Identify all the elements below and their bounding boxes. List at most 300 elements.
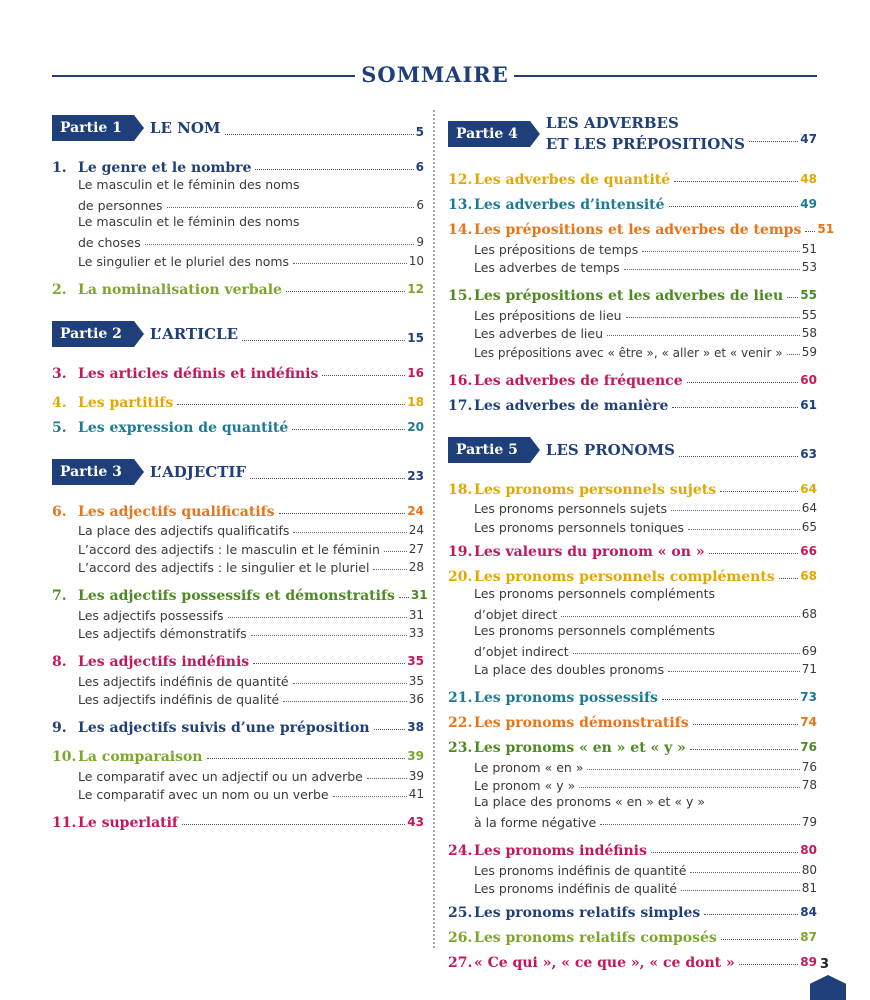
subentry[interactable]: [474, 341, 817, 360]
column-divider: [433, 110, 435, 948]
dot-leader: [182, 824, 405, 825]
chapter-title: Les pronoms indéfinis: [474, 843, 647, 859]
page-number: 81: [801, 881, 817, 895]
chapter-title: Les pronoms possessifs: [474, 690, 658, 706]
page-number: 76: [801, 759, 817, 774]
chapter-entry[interactable]: [448, 897, 817, 921]
dot-leader: [228, 617, 407, 618]
page-number: 63: [800, 446, 817, 461]
page-number: 69: [801, 643, 817, 658]
subentry[interactable]: [78, 670, 424, 689]
page-number: 80: [801, 862, 817, 877]
part-badge: Partie 4: [448, 121, 530, 147]
chapter-number: 9.: [52, 720, 67, 736]
page-number: 73: [800, 690, 817, 704]
chapter-number: 22.: [448, 715, 473, 731]
chapter-entry[interactable]: [52, 496, 424, 520]
chapter-title: Les adverbes de quantité: [474, 172, 671, 188]
chapter-entry[interactable]: [448, 536, 817, 560]
chapter-entry[interactable]: [448, 365, 817, 389]
chapter-number: 17.: [448, 397, 473, 414]
part-header[interactable]: [448, 112, 817, 156]
toc-right-column: [448, 112, 835, 971]
page-number: 9: [416, 235, 424, 249]
dot-leader: [255, 169, 413, 170]
subentry[interactable]: [474, 238, 817, 257]
dot-leader: [600, 824, 800, 825]
chapter-number: 21.: [448, 690, 473, 706]
page-number: 47: [800, 132, 817, 146]
spacer: [52, 707, 424, 711]
page-number: 33: [408, 626, 424, 640]
subentry-label: Les prépositions avec « être », « aller » et « venir »: [474, 345, 783, 360]
dot-leader: [669, 206, 799, 207]
chapter-number: 13.: [448, 197, 473, 213]
dot-leader: [690, 872, 799, 873]
page-number: 84: [800, 905, 817, 919]
part-badge: Partie 5: [448, 437, 530, 463]
dot-leader: [225, 134, 414, 135]
dot-leader: [292, 429, 405, 430]
chapter-title: Les pronoms personnels sujets: [474, 481, 717, 498]
subentry[interactable]: [78, 538, 424, 557]
chapter-title: Les adjectifs possessifs et démonstratifs: [78, 588, 395, 604]
dot-leader: [279, 513, 406, 514]
page-number: 64: [801, 501, 817, 515]
spacer: [448, 414, 817, 434]
page-number: 5: [415, 125, 424, 139]
page-number: 24: [407, 503, 424, 518]
page-number: 59: [801, 344, 817, 359]
page-number: 58: [801, 326, 817, 340]
chapter-entry[interactable]: [448, 189, 817, 213]
page-number: 39: [407, 749, 424, 763]
chapter-entry[interactable]: [52, 274, 424, 298]
dot-leader: [739, 964, 799, 965]
chapter-title: Les pronoms relatifs simples: [474, 905, 701, 921]
subentry-label: Les prépositions de lieu: [474, 307, 622, 323]
page-number: 74: [800, 715, 817, 729]
dot-leader: [167, 207, 415, 208]
part-title: LE NOM: [149, 119, 221, 137]
subentry[interactable]: [474, 603, 817, 622]
chapter-entry[interactable]: [448, 474, 817, 498]
spacer: [52, 382, 424, 386]
subentry[interactable]: [474, 498, 817, 517]
chapter-number: 20.: [448, 568, 473, 585]
dot-leader: [283, 701, 406, 702]
page-number: 27: [408, 541, 424, 556]
title-rule-right: [514, 75, 817, 77]
subentry-list: [52, 670, 424, 707]
page-number: 6: [416, 198, 424, 212]
dot-leader: [672, 407, 798, 408]
chapter-number: 11.: [52, 815, 77, 831]
subentry[interactable]: [78, 623, 424, 642]
chapter-number: 10.: [52, 749, 77, 765]
dot-leader: [749, 141, 798, 142]
dot-leader: [709, 553, 799, 554]
dot-leader: [293, 683, 407, 684]
page-number: 6: [415, 160, 424, 174]
part-title: L’ADJECTIF: [149, 462, 247, 481]
chapter-entry[interactable]: [52, 412, 424, 436]
dot-leader: [587, 769, 799, 770]
subentry-label: Le comparatif avec un adjectif ou un adverbe: [78, 768, 363, 784]
spacer: [52, 641, 424, 645]
subentry[interactable]: [78, 784, 424, 803]
chapter-title: Les prépositions et les adverbes de lieu: [474, 288, 784, 304]
chapter-number: 7.: [52, 588, 67, 604]
chapter-title: Les adjectifs suivis d’une préposition: [78, 720, 370, 736]
dot-leader: [674, 181, 798, 182]
page-number: 68: [800, 568, 817, 583]
chapter-title: Les partitifs: [78, 394, 174, 411]
chapter-entry[interactable]: [448, 922, 817, 946]
subentry[interactable]: [474, 775, 817, 794]
spacer: [448, 830, 817, 834]
dot-leader: [681, 890, 800, 891]
subentry-label: à la forme négative: [474, 815, 597, 830]
dot-leader: [607, 335, 800, 336]
page-number: 71: [801, 662, 817, 676]
subentry-label: La place des doubles pronoms: [474, 662, 665, 677]
page-number: 78: [801, 778, 817, 792]
subentry-label: Les adjectifs indéfinis de qualité: [78, 692, 280, 707]
dot-leader: [787, 354, 800, 355]
chapter-title: Les adjectifs indéfinis: [78, 654, 250, 670]
dot-leader: [373, 569, 406, 570]
page-number: 36: [408, 692, 424, 706]
dot-leader: [690, 749, 798, 750]
subentry-label: d’objet indirect: [474, 643, 569, 659]
page-number: 18: [407, 394, 424, 409]
dot-leader: [293, 263, 407, 264]
dot-leader: [242, 340, 405, 341]
dot-leader: [668, 671, 800, 672]
subentry[interactable]: [78, 195, 424, 214]
subentry-label: Le masculin et le féminin des noms: [78, 214, 300, 229]
subentry-label: Les adjectifs démonstratifs: [78, 626, 247, 641]
dot-leader: [293, 532, 406, 533]
subentry-label: L’accord des adjectifs : le singulier et le pluriel: [78, 560, 370, 575]
part-header[interactable]: [448, 434, 817, 466]
chapter-number: 3.: [52, 365, 67, 382]
chapter-title: Les adverbes de manière: [474, 397, 669, 414]
chapter-title: La nominalisation verbale: [78, 281, 282, 298]
spacer: [52, 575, 424, 579]
chapter-number: 15.: [448, 288, 473, 304]
subentry-label: Le masculin et le féminin des noms: [78, 177, 300, 192]
page-number: 16: [407, 365, 424, 380]
dot-leader: [805, 231, 815, 232]
part-header[interactable]: [52, 456, 424, 488]
subentry-list: [448, 304, 817, 360]
chapter-title: Les pronoms démonstratifs: [474, 715, 689, 731]
dot-leader: [573, 653, 800, 654]
chapter-title: Les prépositions et les adverbes de temps: [474, 222, 802, 238]
part-title: LES ADVERBES ET LES PRÉPOSITIONS: [545, 114, 745, 153]
subentry-label: de personnes: [78, 198, 163, 213]
dot-leader: [679, 456, 798, 457]
chapter-entry[interactable]: [448, 682, 817, 706]
dot-leader: [662, 699, 798, 700]
subentry-label: La place des adjectifs qualificatifs: [78, 523, 290, 538]
page-number: 68: [801, 606, 817, 621]
subentry-label: Les adjectifs indéfinis de quantité: [78, 673, 289, 689]
subentry-label: Les pronoms personnels compléments: [474, 585, 716, 601]
page-number: 15: [407, 330, 424, 345]
subentry-label: Les prépositions de temps: [474, 241, 639, 257]
subentry[interactable]: [474, 304, 817, 323]
subentry-label: Les pronoms personnels sujets: [474, 501, 668, 516]
chapter-entry[interactable]: [448, 947, 817, 971]
chapter-number: 14.: [448, 222, 473, 238]
subentry-list: [448, 498, 817, 535]
part-badge: Partie 3: [52, 459, 134, 485]
page-number: 65: [801, 519, 817, 534]
dot-leader: [333, 796, 407, 797]
chapter-title: « Ce qui », « ce que », « ce dont »: [474, 955, 735, 971]
chapter-number: 19.: [448, 543, 473, 560]
chapter-entry[interactable]: [52, 358, 424, 382]
subentry-label: Les adverbes de temps: [474, 260, 620, 275]
chapter-number: 24.: [448, 843, 473, 859]
dot-leader: [693, 724, 799, 725]
subentry-label: de choses: [78, 235, 141, 250]
subentry[interactable]: [474, 323, 817, 342]
subentry[interactable]: [78, 520, 424, 539]
subentry-label: Le singulier et le pluriel des noms: [78, 253, 290, 269]
subentry[interactable]: [474, 859, 817, 878]
chapter-entry[interactable]: [52, 387, 424, 411]
spacer: [448, 275, 817, 279]
spacer: [52, 802, 424, 806]
page-number-footer: 3: [820, 957, 830, 972]
chapter-number: 25.: [448, 905, 473, 921]
page-number: 80: [800, 843, 817, 857]
subentry-list: [448, 238, 817, 275]
page-number: 38: [407, 720, 424, 734]
dot-leader: [251, 635, 407, 636]
dot-leader: [787, 297, 798, 298]
page-number: 24: [408, 523, 424, 537]
subentry[interactable]: [78, 689, 424, 708]
dot-leader: [626, 317, 800, 318]
dot-leader: [322, 375, 405, 376]
dot-leader: [374, 729, 406, 730]
chapter-number: 6.: [52, 503, 67, 520]
subentry[interactable]: [474, 640, 817, 659]
chapter-entry[interactable]: [52, 580, 428, 604]
dot-leader: [145, 244, 415, 245]
page-number: 48: [800, 172, 817, 186]
spacer: [52, 269, 424, 273]
chapter-entry[interactable]: [448, 164, 817, 188]
chapter-number: 8.: [52, 654, 67, 670]
chapter-entry[interactable]: [448, 214, 835, 238]
chapter-number: 4.: [52, 394, 67, 411]
chapter-title: Les pronoms relatifs composés: [474, 930, 717, 946]
chapter-title: Le genre et le nombre: [78, 160, 252, 176]
chapter-entry[interactable]: [448, 707, 817, 731]
page-number: 55: [801, 307, 817, 322]
chapter-title: La comparaison: [78, 749, 203, 765]
dot-leader: [384, 551, 407, 552]
dot-leader: [177, 404, 405, 405]
dot-leader: [624, 269, 800, 270]
subentry-label: Les pronoms indéfinis de quantité: [474, 862, 687, 878]
subentry-label: Les pronoms indéfinis de qualité: [474, 881, 678, 896]
page-number: 60: [800, 372, 817, 387]
subentry[interactable]: [474, 659, 817, 678]
subentry[interactable]: [474, 812, 817, 831]
part-header[interactable]: [52, 318, 424, 350]
chapter-entry[interactable]: [448, 390, 817, 414]
subentry-label: d’objet direct: [474, 606, 558, 622]
part-header[interactable]: [52, 112, 424, 144]
chapter-number: 12.: [448, 172, 473, 188]
subentry-label: Le comparatif avec un nom ou un verbe: [78, 787, 329, 802]
spacer: [52, 736, 424, 740]
subentry[interactable]: [78, 250, 424, 269]
dot-leader: [721, 939, 798, 940]
chapter-entry[interactable]: [52, 807, 424, 831]
page-number: 10: [408, 253, 424, 268]
page-number: 79: [801, 815, 817, 829]
spacer: [448, 677, 817, 681]
chapter-entry[interactable]: [448, 732, 817, 756]
dot-leader: [579, 787, 800, 788]
part-badge: Partie 2: [52, 321, 134, 347]
dot-leader: [687, 382, 799, 383]
chapter-title: Les articles définis et indéfinis: [78, 365, 319, 382]
subentry[interactable]: [474, 257, 817, 276]
chapter-title: Le superlatif: [78, 815, 178, 831]
page-number: 12: [407, 281, 424, 296]
dot-leader: [399, 597, 409, 598]
dot-leader: [704, 914, 798, 915]
subentry-list: [448, 756, 817, 830]
dot-leader: [688, 529, 800, 530]
chapter-entry[interactable]: [448, 280, 817, 304]
spacer: [52, 436, 424, 456]
chapter-number: 2.: [52, 281, 67, 298]
toc-left-column: [52, 112, 428, 831]
chapter-entry[interactable]: [448, 835, 817, 859]
dot-leader: [779, 578, 799, 579]
dot-leader: [367, 778, 407, 779]
page-number: 87: [800, 930, 817, 944]
dot-leader: [720, 491, 798, 492]
page-number: 35: [407, 654, 424, 668]
chapter-title: Les pronoms « en » et « y »: [474, 740, 686, 756]
page-number: 20: [407, 419, 424, 434]
subentry-label: L’accord des adjectifs : le masculin et le féminin: [78, 541, 380, 557]
subentry[interactable]: [78, 557, 424, 576]
subentry-list: [448, 859, 817, 896]
subentry-label: Les pronoms personnels toniques: [474, 519, 685, 535]
subentry-label: Le pronom « y »: [474, 778, 576, 793]
page-number: 31: [408, 607, 424, 622]
subentry-label: Les pronoms personnels compléments: [474, 622, 716, 638]
dot-leader: [207, 758, 406, 759]
page-number: 23: [407, 468, 424, 483]
page-number: 55: [800, 288, 817, 302]
page-number: 53: [801, 260, 817, 274]
page-number: 28: [408, 560, 424, 574]
chapter-entry[interactable]: [52, 646, 424, 670]
page-number: 51: [801, 241, 817, 256]
subentry-list: [52, 520, 424, 576]
chapter-title: Les adverbes de fréquence: [474, 372, 683, 389]
page-number: 49: [800, 197, 817, 211]
part-title: LES PRONOMS: [545, 440, 675, 459]
subentry-list: [52, 765, 424, 802]
chapter-entry[interactable]: [52, 712, 424, 736]
subentry-label: Les adverbes de lieu: [474, 326, 604, 341]
chapter-number: 26.: [448, 930, 473, 946]
chapter-title: Les adverbes d’intensité: [474, 197, 665, 213]
page-number: 41: [408, 787, 424, 801]
part-badge: Partie 1: [52, 115, 134, 141]
chapter-entry[interactable]: [52, 741, 424, 765]
page-number: 35: [408, 673, 424, 688]
page-number: 61: [800, 397, 817, 412]
subentry-list: [52, 176, 424, 269]
dot-leader: [671, 510, 800, 511]
subentry[interactable]: [474, 878, 817, 897]
page-title: SOMMAIRE: [361, 62, 509, 87]
dot-leader: [651, 852, 798, 853]
chapter-number: 16.: [448, 372, 473, 389]
dot-leader: [250, 478, 405, 479]
chapter-title: Les adjectifs qualificatifs: [78, 503, 275, 520]
subentry-label: Les adjectifs possessifs: [78, 607, 224, 623]
page-number: 76: [800, 740, 817, 754]
subentry-label: La place des pronoms « en » et « y »: [474, 794, 706, 809]
page-number: 31: [410, 588, 428, 602]
spacer: [52, 298, 424, 318]
chapter-entry[interactable]: [448, 561, 817, 585]
subentry[interactable]: [78, 604, 424, 623]
chapter-title: Les valeurs du pronom « on »: [474, 543, 705, 560]
chapter-number: 1.: [52, 160, 67, 176]
subentry[interactable]: [474, 756, 817, 775]
page-number: 39: [408, 768, 424, 783]
chapter-number: 23.: [448, 740, 473, 756]
subentry-list: [52, 604, 424, 641]
subentry[interactable]: [474, 516, 817, 535]
page-number: 43: [407, 815, 424, 829]
chapter-entry[interactable]: [52, 152, 424, 176]
chapter-number: 18.: [448, 481, 473, 498]
subentry[interactable]: [78, 765, 424, 784]
subentry-list: [448, 585, 817, 678]
page-number: 64: [800, 481, 817, 496]
subentry[interactable]: [78, 232, 424, 251]
dot-leader: [642, 251, 799, 252]
spacer: [448, 360, 817, 364]
dot-leader: [253, 663, 405, 664]
page-number: 51: [817, 222, 835, 236]
subentry-label: Le pronom « en »: [474, 759, 584, 775]
chapter-title: Les pronoms personnels compléments: [474, 568, 775, 585]
page-number: 66: [800, 543, 817, 558]
page-tab-shape: [810, 975, 846, 1000]
part-title: L’ARTICLE: [149, 324, 239, 343]
dot-leader: [561, 616, 799, 617]
